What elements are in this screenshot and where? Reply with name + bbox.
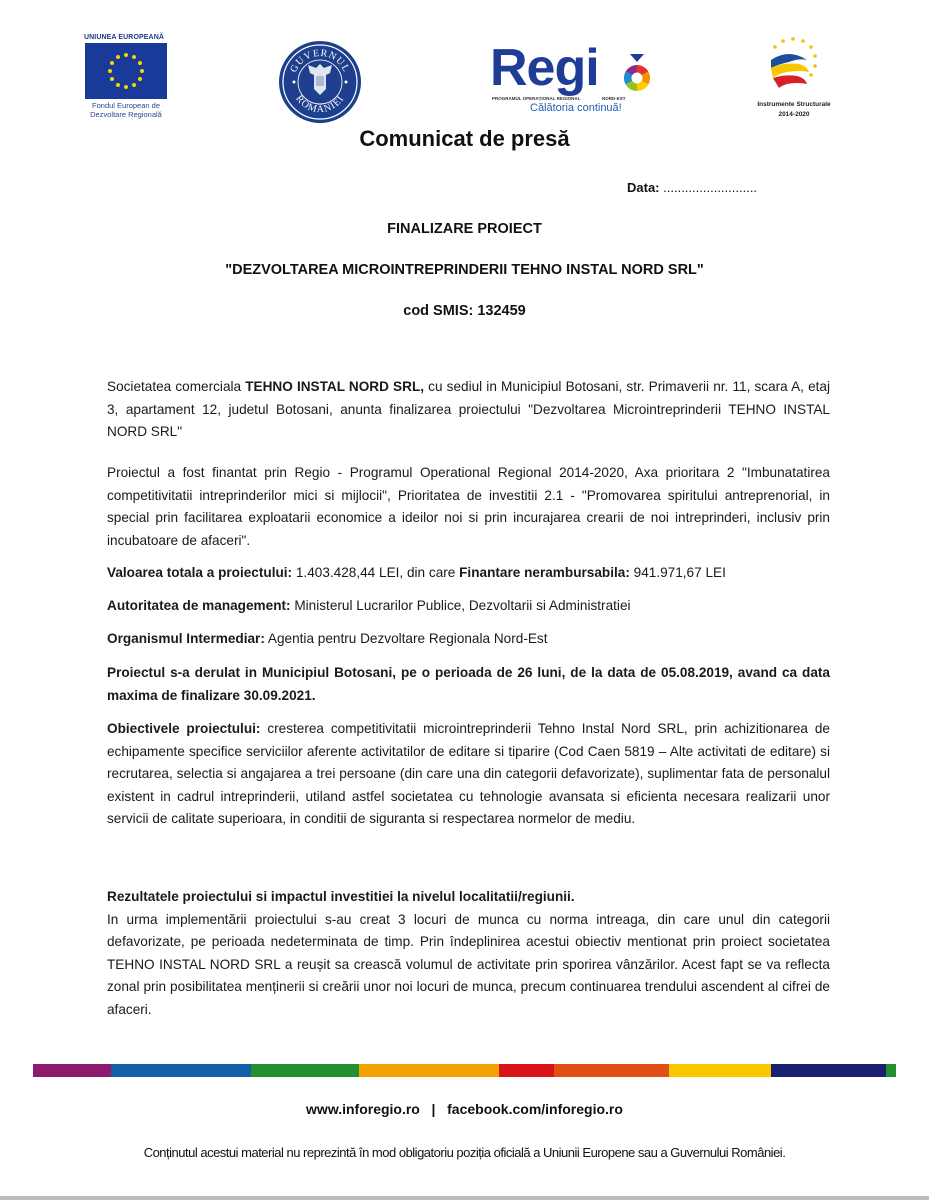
- grant-value: 941.971,67 LEI: [629, 565, 726, 580]
- band-segment: [251, 1064, 359, 1077]
- company-name: TEHNO INSTAL NORD SRL,: [245, 379, 425, 394]
- structural-instruments-line2: 2014-2020: [778, 111, 810, 118]
- regio-logo: [490, 39, 660, 124]
- footer-links: [0, 1101, 929, 1117]
- date-value: ..........................: [663, 180, 758, 195]
- band-segment: [499, 1064, 554, 1077]
- band-segment: [359, 1064, 499, 1077]
- results-heading: Rezultatele proiectului si impactul investitiei la nivelul localitatii/regiunii.: [107, 889, 575, 904]
- facebook-link[interactable]: facebook.com/inforegio.ro: [447, 1101, 623, 1117]
- website-link[interactable]: www.inforegio.ro: [306, 1101, 420, 1117]
- objectives-label: Obiectivele proiectului:: [107, 721, 261, 736]
- total-value: 1.403.428,44 LEI, din care: [292, 565, 460, 580]
- page-title: Comunicat de presă: [359, 126, 570, 151]
- band-segment: [554, 1064, 669, 1077]
- page-bottom-edge: [0, 1196, 929, 1200]
- project-period-paragraph: Proiectul s-a derulat in Municipiul Botosani, pe o perioada de 26 luni, de la data de 05.08.2019, avand ca data maxima de finalizare 30.09.2021.: [107, 665, 830, 703]
- band-segment: [33, 1064, 111, 1077]
- eu-logo-title: UNIUNEA EUROPEANĂ: [84, 34, 165, 41]
- regio-program-text: PROGRAMUL OPERAȚIONAL REGIONAL: [492, 96, 581, 101]
- government-seal-bottom-text: ROMÂNIEI: [293, 93, 347, 116]
- eu-fund-line1: Fondul European de: [92, 101, 160, 110]
- results-text: In urma implementării proiectului s-au creat 3 locuri de munca cu norma intreaga, din care unul din categorii defavorizate, pe perioada nedeterminata de timp. Prin îndeplinirea acestui obiectiv mentionat prin proiect societatea TEHNO INSTAL NORD SRL a reușit sa crească volumul de activitate prin sporirea vânzărilor. Acest fapt se va reflecta zonal prin posibilitatea menținerii si creării unor noi locuri de munca, precum continuarea trendului ascendent al cifrei de afaceri.: [107, 911, 830, 1017]
- company-paragraph: Societatea comerciala TEHNO INSTAL NORD SRL, cu sediul in Municipiul Botosani, str. Primaverii nr. 11, scara A, etaj 3, apartament 12, judetul Botosani, anunta finalizarea proiectului "Dezvoltarea Microintreprinderii TEHNO INSTAL NORD SRL": [107, 379, 830, 439]
- eu-logo: [80, 34, 172, 119]
- date-label: Data:: [627, 180, 660, 195]
- objectives-paragraph: [107, 718, 830, 831]
- band-segment: [669, 1064, 771, 1077]
- financing-paragraph: Proiectul a fost finantat prin Regio - Programul Operational Regional 2014-2020, Axa prioritara 2 "Imbunatatirea competitivitatii intreprinderilor mici si mijlocii", Prioritatea de investitii 2.1 - "Promovarea spiritului antreprenorial, in special prin facilitarea exploatarii economice a ideilor noi si prin incurajarea crearii de noi intreprinderi, inclusiv prin incubatoare de afaceri".: [107, 465, 830, 548]
- links-separator: |: [431, 1101, 436, 1117]
- project-value-line: [107, 562, 830, 585]
- band-segment: [886, 1064, 896, 1077]
- regio-tagline: Călătoria continuă!: [530, 102, 622, 114]
- results-section: [107, 886, 830, 1021]
- eu-flag-icon: [85, 43, 167, 99]
- project-smis-code: cod SMIS: 132459: [403, 303, 526, 319]
- project-name-heading: "DEZVOLTAREA MICROINTREPRINDERII TEHNO INSTAL NORD SRL": [225, 262, 704, 278]
- band-segment: [771, 1064, 886, 1077]
- government-logo: [278, 40, 362, 124]
- date-field: [627, 180, 757, 195]
- management-authority-line: [107, 595, 830, 618]
- structural-instruments-logo: [748, 34, 840, 119]
- management-authority-label: Autoritatea de management:: [107, 598, 291, 613]
- regio-region-text: NORD-EST: [602, 96, 626, 101]
- band-segment: [111, 1064, 251, 1077]
- grant-value-label: Finantare nerambursabila:: [459, 565, 630, 580]
- intermediate-body-value: Agentia pentru Dezvoltare Regionala Nord-Est: [264, 631, 548, 646]
- eu-fund-line2: Dezvoltare Regională: [90, 110, 162, 119]
- project-status-heading: FINALIZARE PROIECT: [387, 221, 542, 237]
- regio-wordmark: Regi: [490, 39, 599, 97]
- total-value-label: Valoarea totala a proiectului:: [107, 565, 293, 580]
- intermediate-body-line: [107, 628, 830, 651]
- footer-color-band: [33, 1064, 896, 1077]
- regio-color-wheel-icon: [620, 54, 654, 92]
- intermediate-body-label: Organismul Intermediar:: [107, 631, 265, 646]
- government-seal-top-text: GUVERNUL: [288, 47, 352, 75]
- structural-instruments-icon: [759, 34, 829, 94]
- objectives-text: cresterea competitivitatii microintreprinderii Tehno Instal Nord SRL, prin achizitionarea de echipamente specifice serviciilor aferente activitatilor de editare si tiparire (Cod Caen 5819 – Alte activitati de editare) si recrutarea, selectia si angajarea a trei persoane (din care una din categorii defavorizate), suplimentar fata de personalul existent in cadrul intreprinderii, utiland astfel societatea cu tehnologie avansata si eficienta necesara realizarii unor servicii de calitate superioara, in conditii de siguranta si respectarea normelor de mediu.: [107, 721, 830, 826]
- structural-instruments-line1: Instrumente Structurale: [757, 101, 831, 108]
- government-seal-icon: [278, 40, 362, 124]
- management-authority-value: Ministerul Lucrarilor Publice, Dezvoltarii si Administratiei: [290, 598, 631, 613]
- footer-disclaimer: Conținutul acestui material nu reprezintă în mod obligatoriu poziția oficială a Uniunii Europene sau a Guvernului României.: [143, 1145, 786, 1160]
